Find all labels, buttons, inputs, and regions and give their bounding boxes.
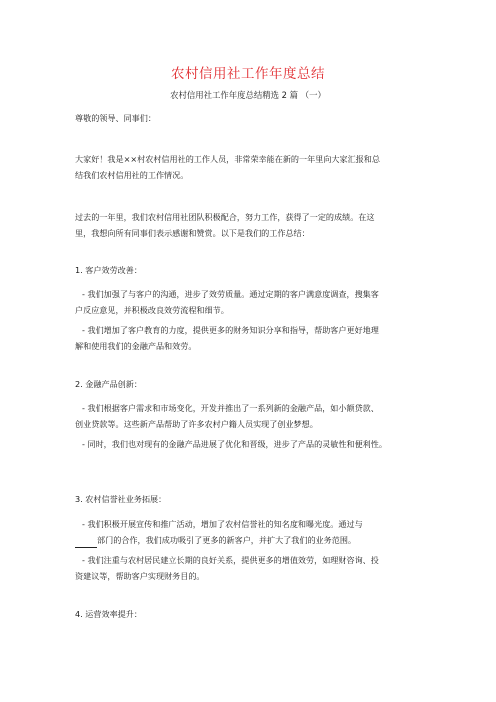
fill-in-blank bbox=[75, 538, 97, 548]
text-fragment: 部门的合作，我们成功吸引了更多的新客户，并扩大了我们的业务范围。 bbox=[97, 535, 357, 545]
section-paragraph bbox=[75, 286, 438, 318]
document-title: 农村信用社工作年度总结 bbox=[171, 66, 325, 82]
section-paragraph bbox=[75, 322, 438, 354]
text-line: 资建议等，帮助客户实现财务目的。 bbox=[75, 571, 205, 581]
text-line: 过去的一年里，我们农村信用社团队积极配合，努力工作，获得了一定的成绩。在这 bbox=[75, 212, 375, 222]
text-line: 解和使用我们的金融产品和效劳。 bbox=[75, 341, 197, 351]
document-subtitle: 农村信用社工作年度总结精选 2 篇 （一） bbox=[170, 90, 326, 100]
section-heading: 3. 农村信誉社业务拓展： bbox=[75, 494, 167, 504]
text-line bbox=[75, 532, 438, 548]
intro-paragraph bbox=[75, 151, 431, 183]
section-heading: 4. 运营效率提升： bbox=[75, 609, 142, 619]
overview-paragraph bbox=[75, 209, 431, 241]
section-paragraph bbox=[82, 436, 438, 452]
section-paragraph bbox=[75, 552, 438, 584]
section-paragraph bbox=[82, 516, 438, 548]
section-heading: 1. 客户效劳改善： bbox=[75, 265, 142, 275]
greeting: 尊敬的领导、同事们： bbox=[75, 113, 156, 123]
section-paragraph bbox=[75, 400, 438, 432]
text-line: - 我们增加了客户教育的力度，提供更多的财务知识分享和指导，帮助客户更好地理 bbox=[82, 325, 379, 335]
text-line: 大家好！我是××村农村信用社的工作人员，非常荣幸能在新的一年里向大家汇报和总 bbox=[75, 154, 380, 164]
text-line: 结我们农村信用社的工作情况。 bbox=[75, 170, 189, 180]
text-line: - 我们加强了与客户的沟通，进步了效劳质量。通过定期的客户满意度调查，搜集客 bbox=[82, 289, 379, 299]
text-line: - 我们根据客户需求和市场变化，开发并推出了一系列新的金融产品，如小额贷款、 bbox=[82, 403, 379, 413]
text-line: 里，我想向所有同事们表示感谢和赞赏。以下是我们的工作总结： bbox=[75, 228, 310, 238]
text-line: 户反应意见，并积极改良效劳流程和细节。 bbox=[75, 305, 229, 315]
section-heading: 2. 金融产品创新： bbox=[75, 379, 142, 389]
text-line: - 我们积极开展宣传和推广活动，增加了农村信誉社的知名度和曝光度。通过与 bbox=[82, 519, 363, 529]
text-line: 创业贷款等。这些新产品帮助了许多农村户籍人员实现了创业梦想。 bbox=[75, 419, 318, 429]
text-line: - 我们注重与农村居民建立长期的良好关系，提供更多的增值效劳，如理财咨询、投 bbox=[82, 555, 379, 565]
text-line: - 同时，我们也对现有的金融产品进展了优化和晋级，进步了产品的灵敏性和便利性。 bbox=[82, 439, 387, 449]
